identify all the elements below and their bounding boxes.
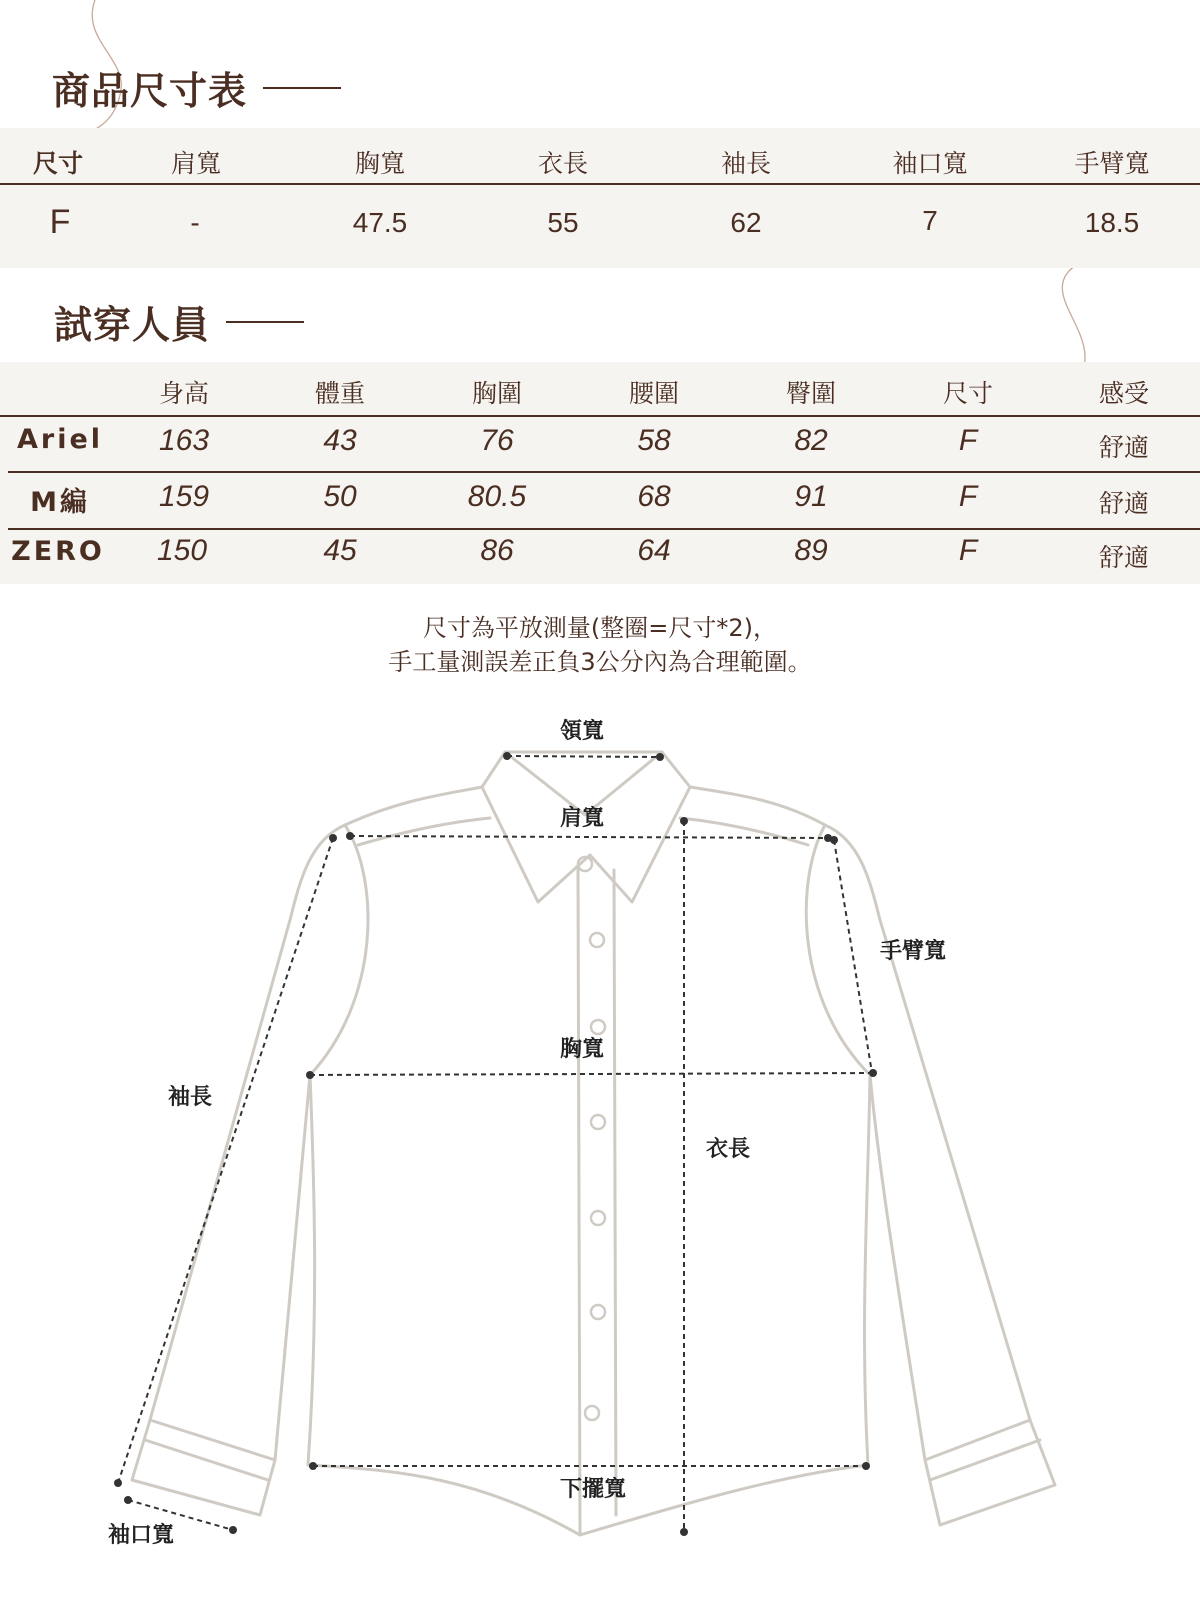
size-value-arm: 18.5 (1084, 207, 1140, 238)
model-hip: 82 (794, 424, 828, 457)
size-table-title-text: 商品尺寸表 (52, 68, 248, 113)
measurement-note-line2: 手工量測誤差正負3公分內為合理範圍。 (388, 648, 812, 676)
shirt-outline (132, 752, 1055, 1535)
label-body-length: 衣長 (706, 1136, 751, 1162)
size-header-chest: 胸寬 (354, 149, 406, 178)
size-value-size: F (49, 203, 71, 241)
model-weight: 45 (323, 534, 357, 567)
model-bust: 80.5 (467, 480, 527, 513)
label-arm-width: 手臂寬 (880, 938, 947, 964)
size-value-chest: 47.5 (352, 207, 408, 238)
model-weight: 43 (323, 424, 357, 457)
model-header-bust: 胸圍 (471, 379, 523, 408)
model-height: 150 (156, 534, 208, 567)
model-feel: 舒適 (1098, 489, 1150, 518)
shirt-buttons (578, 857, 605, 1420)
label-hem-width: 下擺寬 (560, 1476, 627, 1502)
model-bust: 76 (480, 424, 514, 457)
model-row-divider (8, 471, 1200, 473)
model-name: Ariel (16, 424, 104, 455)
model-header-size: 尺寸 (942, 379, 994, 408)
measurement-note-line1: 尺寸為平放測量(整圈=尺寸*2)， (422, 614, 778, 642)
model-size: F (958, 534, 978, 567)
model-size: F (958, 480, 978, 513)
title-rule (263, 87, 341, 89)
model-hip: 91 (794, 480, 828, 513)
size-value-shoulder: - (190, 207, 200, 238)
label-collar-width: 領寬 (560, 718, 605, 744)
measurement-lines (118, 756, 873, 1532)
model-hip: 89 (794, 534, 828, 567)
model-header-weight: 體重 (314, 379, 366, 408)
model-feel: 舒適 (1098, 433, 1150, 462)
model-waist: 68 (637, 480, 671, 513)
model-height: 159 (158, 480, 210, 513)
model-feel: 舒適 (1098, 543, 1150, 572)
model-size: F (958, 424, 978, 457)
model-header-height: 身高 (158, 379, 210, 408)
size-value-length: 55 (547, 207, 579, 238)
label-cuff-width: 袖口寬 (108, 1522, 175, 1548)
model-header-feel: 感受 (1098, 379, 1150, 408)
size-table-title (52, 60, 341, 115)
model-name: ZERO (11, 536, 105, 567)
title-rule (226, 321, 304, 323)
model-bust: 86 (480, 534, 514, 567)
model-header-hip: 臀圍 (785, 379, 837, 408)
label-sleeve-length: 袖長 (168, 1084, 213, 1110)
size-header-arm: 手臂寬 (1074, 149, 1150, 178)
size-header-sleeve: 袖長 (720, 149, 772, 178)
model-name: M編 (30, 487, 90, 518)
model-weight: 50 (323, 480, 357, 513)
model-table-title (54, 294, 304, 349)
size-header-cuff: 袖口寬 (892, 149, 968, 178)
label-chest-width: 胸寬 (560, 1036, 605, 1062)
shirt-diagram (0, 680, 1200, 1600)
size-header-length: 衣長 (537, 149, 589, 178)
size-value-cuff: 7 (922, 205, 938, 236)
model-waist: 64 (637, 534, 671, 567)
model-waist: 58 (637, 424, 671, 457)
model-height: 163 (158, 424, 210, 457)
model-row-divider (8, 528, 1200, 530)
size-value-sleeve: 62 (730, 207, 762, 238)
model-header-waist: 腰圍 (628, 379, 680, 408)
size-header-shoulder: 肩寬 (170, 149, 222, 178)
label-shoulder-width: 肩寬 (560, 805, 605, 831)
model-table-divider (0, 415, 1200, 417)
size-table-divider (0, 183, 1200, 185)
model-table-title-text: 試穿人員 (54, 302, 211, 347)
size-header-size: 尺寸 (32, 149, 84, 178)
